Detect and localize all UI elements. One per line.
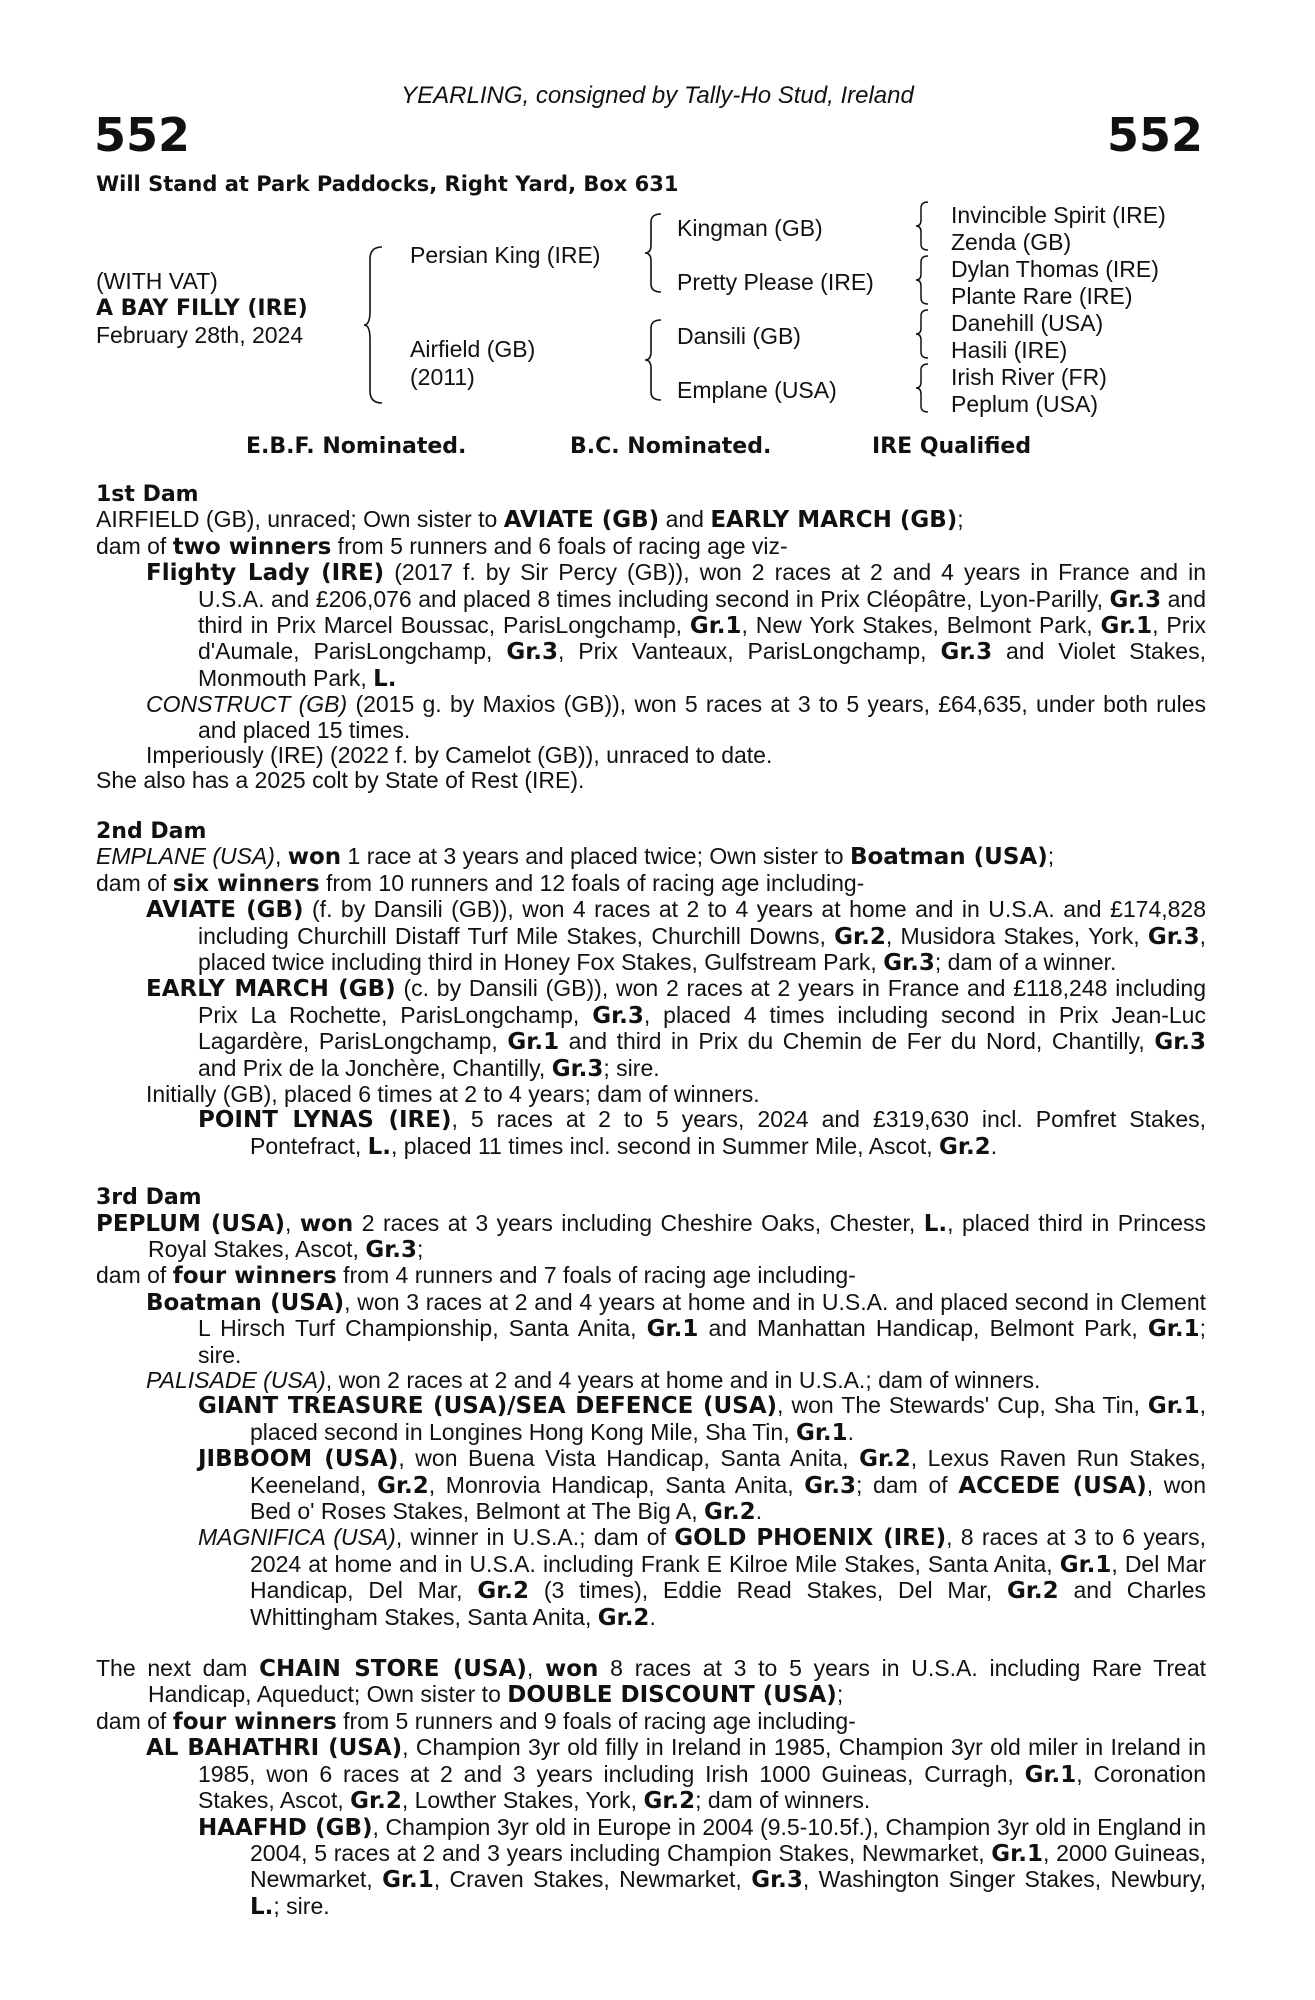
third-dam-heading: 3rd Dam: [96, 1185, 202, 1211]
pedigree-brace-g4: [914, 362, 930, 414]
next-dam-summary: dam of four winners from 5 runners and 9 foals of racing age including-: [96, 1707, 856, 1735]
produce-boatman: Boatman (USA), won 3 races at 2 and 4 years at home and in U.S.A. and placed second in Clement L Hirsch Turf Championship, Santa Anita, Gr.1 and Manhattan Handicap, Belmont Park, Gr.1; sire.: [146, 1288, 1207, 1368]
lot-number-right: 552: [1106, 108, 1203, 162]
ire-qualified: IRE Qualified: [872, 434, 1032, 459]
produce-construct: CONSTRUCT (GB) (2015 g. by Maxios (GB)), won 5 races at 3 to 5 years, £64,635, under both rules and placed 15 times.: [146, 691, 1206, 743]
gg-3: Dylan Thomas (IRE): [951, 256, 1159, 282]
first-dam-line: AIRFIELD (GB), unraced; Own sister to AVIATE (GB) and EARLY MARCH (GB);: [96, 506, 964, 534]
produce-early-march: EARLY MARCH (GB) (c. by Dansili (GB)), won 2 races at 2 years in France and £118,248 including Prix La Rochette, ParisLongchamp, Gr.3, placed 4 times including second in Prix Jean-Luc Lagardère, ParisLongchamp, Gr.1 and third in Prix du Chemin de Fer du Nord, Chantilly, Gr.3 and Prix de la Jonchère, Chantilly, Gr.3; sire.: [146, 975, 1206, 1082]
second-dam-line: EMPLANE (USA), won 1 race at 3 years and placed twice; Own sister to Boatman (USA);: [96, 843, 1055, 871]
dam-produce-record: [96, 482, 1206, 1920]
dam-sire: Dansili (GB): [677, 323, 801, 349]
produce-imperiously: Imperiously (IRE) (2022 f. by Camelot (GB)), unraced to date.: [146, 742, 773, 769]
lot-number-left: 552: [94, 108, 191, 162]
pedigree-brace-g1: [914, 200, 930, 252]
pedigree-brace-g2: [914, 254, 930, 306]
vat-note: (WITH VAT): [96, 268, 218, 294]
gg-7: Irish River (FR): [951, 364, 1107, 390]
sire-sire: Kingman (GB): [677, 215, 823, 241]
consignor-subtitle: YEARLING, consigned by Tally-Ho Stud, Ireland: [401, 82, 914, 109]
first-dam-summary: dam of two winners from 5 runners and 6 foals of racing age viz-: [96, 532, 788, 560]
sire-dam: Pretty Please (IRE): [677, 269, 874, 295]
pedigree-brace-dam: [643, 318, 663, 402]
second-dam-heading: 2nd Dam: [96, 818, 207, 844]
third-dam-summary: dam of four winners from 4 runners and 7 foals of racing age including-: [96, 1262, 856, 1290]
second-dam-summary: dam of six winners from 10 runners and 12 foals of racing age including-: [96, 869, 865, 897]
gg-6: Hasili (IRE): [951, 337, 1068, 363]
first-dam-heading: 1st Dam: [96, 482, 199, 507]
produce-giant-treasure: GIANT TREASURE (USA)/SEA DEFENCE (USA), won The Stewards' Cup, Sha Tin, Gr.1, placed second in Longines Hong Kong Mile, Sha Tin, Gr.1.: [198, 1392, 1206, 1446]
pedigree-brace-g3: [914, 308, 930, 360]
gg-1: Invincible Spirit (IRE): [951, 202, 1166, 228]
gg-2: Zenda (GB): [951, 229, 1072, 255]
third-dam-line: PEPLUM (USA), won 2 races at 3 years including Cheshire Oaks, Chester, L., placed third in Princess Royal Stakes, Ascot, Gr.3;: [96, 1209, 1206, 1263]
pedigree-brace-sire: [643, 212, 663, 294]
produce-al-bahathri: AL BAHATHRI (USA), Champion 3yr old filly in Ireland in 1985, Champion 3yr old miler in Ireland in 1985, won 6 races at 2 and 3 years including Irish 1000 Guineas, Curragh, Gr.1, Coronation Stakes, Ascot, Gr.2, Lowther Stakes, York, Gr.2; dam of winners.: [146, 1734, 1206, 1815]
dam-dam: Emplane (USA): [677, 377, 837, 403]
dam: Airfield (GB): [410, 336, 536, 362]
produce-magnifica: MAGNIFICA (USA), winner in U.S.A.; dam of GOLD PHOENIX (IRE), 8 races at 3 to 6 years, 2024 at home and in U.S.A. including Frank E Kilroe Mile Stakes, Santa Anita, Gr.1, Del Mar Handicap, Del Mar, Gr.2 (3 times), Eddie Read Stakes, Del Mar, Gr.2 and Charles Whittingham Stakes, Santa Anita, Gr.2.: [198, 1524, 1207, 1631]
horse-name: A BAY FILLY (IRE): [96, 296, 308, 321]
pedigree-brace-main: [362, 245, 384, 405]
produce-point-lynas: POINT LYNAS (IRE), 5 races at 2 to 5 years, 2024 and £319,630 incl. Pomfret Stakes, Pontefract, L., placed 11 times incl. second in Summer Mile, Ascot, Gr.2.: [198, 1106, 1206, 1160]
produce-jibboom: JIBBOOM (USA), won Buena Vista Handicap, Santa Anita, Gr.2, Lexus Raven Run Stakes, Keeneland, Gr.2, Monrovia Handicap, Santa Anita, Gr.3; dam of ACCEDE (USA), won Bed o' Roses Stakes, Belmont at The Big A, Gr.2.: [198, 1445, 1207, 1526]
next-dam-line: The next dam CHAIN STORE (USA), won 8 races at 3 to 5 years in U.S.A. including Rare Treat Handicap, Aqueduct; Own sister to DOUBLE DISCOUNT (USA);: [96, 1655, 1207, 1709]
produce-palisade: PALISADE (USA), won 2 races at 2 and 4 years at home and in U.S.A.; dam of winners.: [146, 1367, 1041, 1393]
produce-flighty-lady: Flighty Lady (IRE) (2017 f. by Sir Percy (GB)), won 2 races at 2 and 4 years in France and in U.S.A. and £206,076 and placed 8 times including second in Prix Cléopâtre, Lyon-Parilly, Gr.3 and third in Prix Marcel Boussac, ParisLongchamp, Gr.1, New York Stakes, Belmont Park, Gr.1, Prix d'Aumale, ParisLongchamp, Gr.3, Prix Vanteaux, ParisLongchamp, Gr.3 and Violet Stakes, Monmouth Park, L.: [146, 559, 1207, 692]
ebf-nomination: E.B.F. Nominated.: [246, 434, 467, 459]
date-of-birth: February 28th, 2024: [96, 322, 304, 348]
produce-2025-colt: She also has a 2025 colt by State of Rest (IRE).: [96, 767, 585, 794]
sire: Persian King (IRE): [410, 242, 601, 268]
dam-year: (2011): [410, 364, 475, 390]
produce-aviate: AVIATE (GB) (f. by Dansili (GB)), won 4 races at 2 to 4 years at home and in U.S.A. and £174,828 including Churchill Distaff Turf Mile Stakes, Churchill Downs, Gr.2, Musidora Stakes, York, Gr.3, placed twice including third in Honey Fox Stakes, Gulfstream Park, Gr.3; dam of a winner.: [146, 896, 1206, 976]
stable-location: Will Stand at Park Paddocks, Right Yard, Box 631: [96, 172, 679, 196]
produce-haafhd: HAAFHD (GB), Champion 3yr old in Europe in 2004 (9.5-10.5f.), Champion 3yr old in England in 2004, 5 races at 2 and 3 years including Champion Stakes, Newmarket, Gr.1, 2000 Guineas, Newmarket, Gr.1, Craven Stakes, Newmarket, Gr.3, Washington Singer Stakes, Newbury, L.; sire.: [198, 1813, 1207, 1920]
gg-5: Danehill (USA): [951, 310, 1104, 336]
produce-initially: Initially (GB), placed 6 times at 2 to 4 years; dam of winners.: [146, 1080, 760, 1107]
gg-8: Peplum (USA): [951, 391, 1098, 417]
bc-nomination: B.C. Nominated.: [570, 434, 772, 459]
gg-4: Plante Rare (IRE): [951, 283, 1133, 309]
